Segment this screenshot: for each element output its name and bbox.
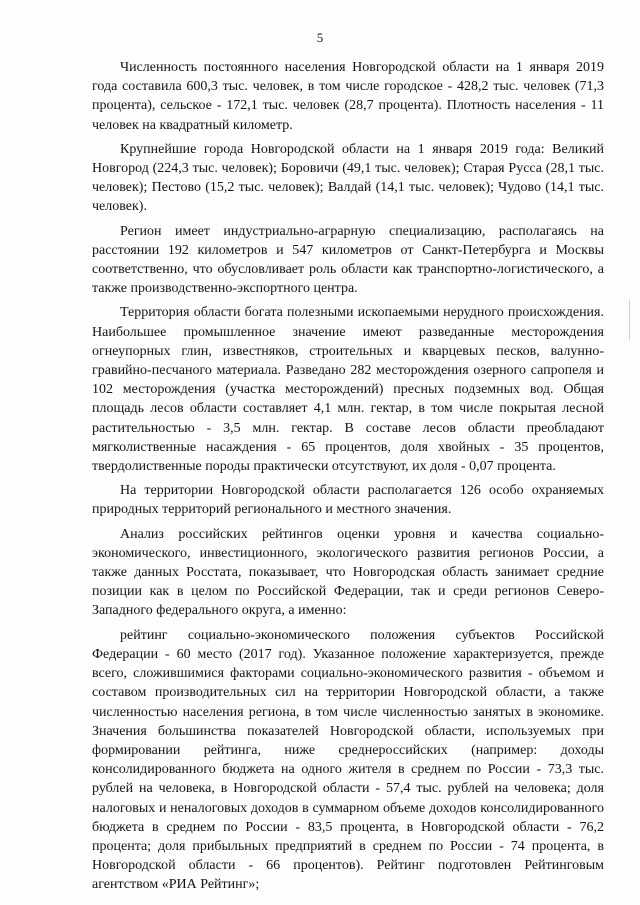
page-number: 5 — [316, 30, 324, 45]
paragraph-socioeconomic-rating: рейтинг социально-экономического положения субъектов Российской Федерации - 60 место (2017 год). Указанное положение характеризуется, прежде всего, сложившимися факторами социально-экономического развития - объемом и составом производительных сил на территории Новгородской области, а также численностью населения региона, в том числе численностью занятых в экономике. Значения большинства показателей Новгородской области, используемых при формировании рейтинга, ниже среднероссийских (например: доходы консолидированного бюджета на одного жителя в среднем по России - 73,3 тыс. рублей на человека, в Новгородской области - 57,4 тыс. рублей на человека; доля налоговых и неналоговых доходов в суммарном объеме доходов консолидированного бюджета в среднем по России - 83,5 процента, в Новгородской области - 76,2 процента; доля прибыльных предприятий в среднем по России - 74 процента, в Новгородской области - 66 процентов). Рейтинг подготовлен Рейтинговым агентством «РИА Рейтинг»; — [92, 627, 604, 893]
paragraph-population: Численность постоянного населения Новгородской области на 1 января 2019 года составила 600,3 тыс. человек, в том числе городское - 428,2 тыс. человек (71,3 процента), сельское - 172,1 тыс. человек (28,7 процента). Плотность населения - 11 человек на квадратный километр. — [92, 60, 604, 133]
paragraph-specialization: Регион имеет индустриально-аграрную специализацию, располагаясь на расстоянии 192 километров и 547 километров от Санкт-Петербурга и Москвы соответственно, что обусловливает роль области как транспортно-логистического, а также производственно-экспортного центра. — [92, 223, 604, 297]
scan-margin-mark — [629, 300, 630, 340]
paragraph-protected-areas: На территории Новгородской области располагается 126 особо охраняемых природных территорий регионального и местного значения. — [92, 483, 604, 518]
paragraph-largest-cities: Крупнейшие города Новгородской области на 1 января 2019 года: Великий Новгород (224,3 тыс. человек); Боровичи (49,1 тыс. человек); Старая Русса (28,1 тыс. человек); Пестово (15,2 тыс. человек); Валдай (14,1 тыс. человек); Чудово (14,1 тыс. человек). — [92, 141, 604, 215]
paragraph-natural-resources: Территория области богата полезными ископаемыми нерудного происхождения. Наибольшее промышленное значение имеют разведанные месторождения огнеупорных глин, известняков, строительных и кварцевых песков, валунно-гравийно-песчаного материала. Разведано 282 месторождения озерного сапропеля и 102 месторождения (участка месторождений) пресных подземных вод. Общая площадь лесов области составляет 4,1 млн. гектар, в том числе покрытая лесной растительностью - 3,5 млн. гектар. В составе лесов области преобладают мягколиственные насаждения - 65 процентов, доля хвойных - 35 процентов, твердолиственные породы практически отсутствуют, их доля - 0,07 процента. — [92, 305, 604, 475]
document-body — [92, 58, 604, 900]
paragraph-ratings-analysis: Анализ российских рейтингов оценки уровня и качества социально-экономического, инвестиционного, экологического развития регионов России, а также данных Росстата, показывает, что Новгородская область занимает средние позиции как в целом по Российской Федерации, так и среди регионов Северо-Западного федерального округа, а именно: — [92, 526, 604, 619]
